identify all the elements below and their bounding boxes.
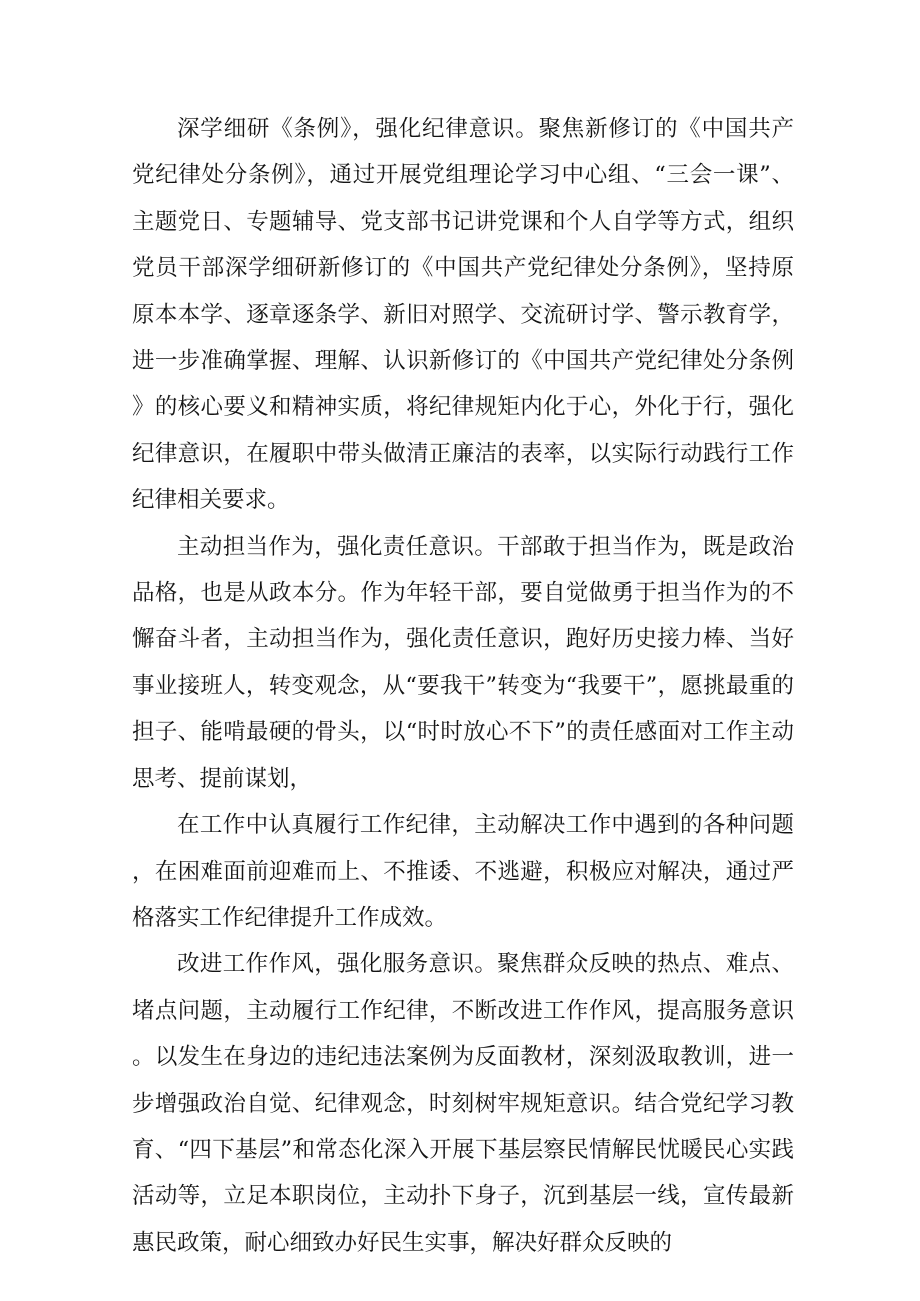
document-body [132,106,794,1266]
paragraph-improve-work-style: 改进工作作风，强化服务意识。聚焦群众反映的热点、难点、堵点问题，主动履行工作纪律，不断改进工作作风，提高服务意识。以发生在身边的违纪违法案例为反面教材，深刻汲取教训，进一步增强政治自觉、纪律观念，时刻树牢规矩意识。结合党纪学习教育、“四下基层”和常态化深入开展下基层察民情解民忧暖民心实践活动等，立足本职岗位，主动扑下身子，沉到基层一线，宣传最新惠民政策，耐心细致办好民生实事，解决好群众反映的 [132,951,794,1256]
paragraph-study-regulations: 深学细研《条例》，强化纪律意识。聚焦新修订的《中国共产党纪律处分条例》，通过开展党组理论学习中心组、“三会一课”、主题党日、专题辅导、党支部书记讲党课和个人自学等方式，组织党员干部深学细研新修订的《中国共产党纪律处分条例》，坚持原原本本学、逐章逐条学、新旧对照学、交流研讨学、警示教育学，进一步准确掌握、理解、认识新修订的《中国共产党纪律处分条例》的核心要义和精神实质，将纪律规矩内化于心，外化于行，强化纪律意识，在履职中带头做清正廉洁的表率，以实际行动践行工作纪律相关要求。 [132,116,794,514]
paragraph-take-responsibility: 主动担当作为，强化责任意识。干部敢于担当作为，既是政治品格，也是从政本分。作为年轻干部，要自觉做勇于担当作为的不懈奋斗者，主动担当作为，强化责任意识，跑好历史接力棒、当好事业接班人，转变观念，从“要我干”转变为“我要干”，愿挑最重的担子、能啃最硬的骨头，以“时时放心不下”的责任感面对工作主动思考、提前谋划， [132,533,794,792]
paragraph-work-discipline: 在工作中认真履行工作纪律，主动解决工作中遇到的各种问题，在困难面前迎难而上、不推诿、不逃避，积极应对解决，通过严格落实工作纪律提升工作成效。 [132,812,794,931]
